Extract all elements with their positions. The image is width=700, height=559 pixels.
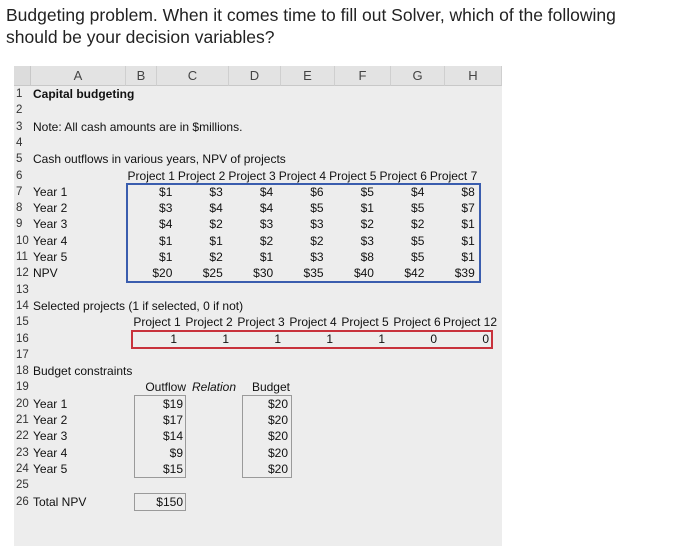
row-number[interactable]: 26	[16, 495, 29, 508]
outflow-value-cell[interactable]: $30	[253, 266, 274, 281]
outflow-value-cell[interactable]: $20	[152, 266, 173, 281]
outflow-value-cell[interactable]: $4	[209, 201, 223, 216]
row-number[interactable]: 9	[16, 218, 23, 231]
outflow-value-cell[interactable]: $5	[360, 184, 374, 199]
column-header-g[interactable]: G	[391, 66, 445, 86]
row-number[interactable]: 12	[16, 267, 29, 280]
outflow-value-cell[interactable]: $2	[259, 233, 274, 248]
column-header-d[interactable]: D	[229, 66, 281, 86]
outflow-value-cell[interactable]: $2	[209, 217, 223, 232]
sheet-title[interactable]: Capital budgeting	[33, 87, 135, 101]
outflow-value-cell[interactable]: $1	[461, 217, 475, 232]
outflow-value-cell[interactable]: $8	[360, 250, 374, 264]
outflow-value-cell[interactable]: $5	[411, 233, 425, 248]
decision-variable-cell[interactable]: 1	[222, 331, 229, 346]
selected-header[interactable]: Project 1	[133, 315, 181, 330]
outflow-value-cell[interactable]: $40	[353, 266, 374, 281]
row-number[interactable]: 17	[16, 348, 29, 361]
outflow-value-cell[interactable]: $1	[209, 233, 223, 248]
outflows-title[interactable]: Cash outflows in various years, NPV of projects	[33, 152, 286, 167]
row-number[interactable]: 2	[16, 104, 23, 117]
outflow-value-cell[interactable]: $3	[310, 250, 324, 264]
outflow-value-cell[interactable]: $2	[360, 217, 374, 232]
row-number[interactable]: 7	[16, 185, 23, 198]
select-all-corner[interactable]	[14, 66, 31, 86]
selected-header[interactable]: Project 5	[341, 315, 389, 330]
column-header-a[interactable]: A	[31, 66, 126, 86]
question-line-2: should be your decision variables?	[6, 27, 275, 47]
question-text	[6, 4, 696, 48]
outflow-value-cell[interactable]: $1	[461, 233, 475, 248]
row-number[interactable]: 10	[16, 234, 29, 247]
row-number[interactable]: 3	[16, 120, 23, 133]
row-number[interactable]: 1	[16, 88, 23, 100]
outflow-value-cell[interactable]: $35	[303, 266, 324, 281]
budget-outflow-cell[interactable]: $17	[162, 413, 183, 427]
outflow-row-label[interactable]: Year 3	[33, 217, 68, 232]
budget-outflow-cell[interactable]: $19	[162, 396, 183, 411]
outflow-value-cell[interactable]: $7	[461, 201, 475, 216]
selected-header[interactable]: Project 6	[393, 315, 441, 330]
selected-header[interactable]: Project 4	[289, 315, 337, 330]
decision-variable-cell[interactable]: 0	[482, 331, 489, 346]
project-header[interactable]: Project 1	[127, 168, 175, 183]
outflow-value-cell[interactable]: $3	[360, 233, 374, 248]
row-number[interactable]: 23	[16, 446, 29, 459]
question-line-1: Budgeting problem. When it comes time to fill out Solver, which of the following	[6, 5, 616, 25]
project-header[interactable]: Project 6	[379, 168, 427, 183]
budget-outflow-cell[interactable]: $9	[169, 445, 183, 460]
column-header-c[interactable]: C	[157, 66, 229, 86]
outflow-row-label[interactable]: Year 2	[33, 201, 68, 216]
outflow-row-label[interactable]: NPV	[33, 266, 58, 281]
decision-variable-cell[interactable]: 1	[378, 331, 385, 346]
outflow-row-label[interactable]: Year 4	[33, 233, 68, 248]
outflow-value-cell[interactable]: $5	[411, 201, 425, 216]
project-header[interactable]: Project 2	[177, 168, 226, 183]
row-number[interactable]: 14	[16, 299, 29, 312]
outflow-value-cell[interactable]: $4	[259, 201, 274, 216]
budget-header[interactable]: Budget	[251, 380, 290, 395]
outflow-header[interactable]: Outflow	[145, 380, 186, 395]
outflow-value-cell[interactable]: $4	[159, 217, 173, 232]
outflow-value-cell[interactable]: $25	[202, 266, 223, 281]
row-number[interactable]: 15	[16, 316, 29, 329]
outflow-value-cell[interactable]: $2	[411, 217, 425, 232]
relation-header[interactable]: Relation	[191, 380, 237, 395]
outflow-value-cell[interactable]: $1	[461, 250, 475, 264]
decision-variable-cell[interactable]: 0	[430, 331, 437, 346]
row-number[interactable]: 6	[16, 169, 23, 182]
row-number[interactable]: 19	[16, 381, 29, 394]
outflow-value-cell[interactable]: $42	[404, 266, 425, 281]
row-number[interactable]: 25	[16, 479, 29, 492]
outflow-value-cell[interactable]: $6	[310, 184, 324, 199]
budget-limit-cell[interactable]: $20	[267, 413, 288, 427]
row-number[interactable]: 13	[16, 283, 29, 296]
row-number[interactable]: 18	[16, 365, 29, 378]
row-number[interactable]: 22	[16, 430, 29, 443]
outflow-value-cell[interactable]: $8	[461, 184, 475, 199]
selected-header[interactable]: Project 12	[443, 315, 498, 330]
selected-title[interactable]: Selected projects (1 if selected, 0 if not)	[33, 298, 244, 313]
outflow-value-cell[interactable]: $2	[209, 250, 223, 264]
budget-row-label[interactable]: Year 2	[33, 413, 68, 427]
decision-variable-cell[interactable]: 1	[274, 331, 281, 346]
column-header-e[interactable]: E	[281, 66, 335, 86]
budget-row-label[interactable]: Year 3	[33, 429, 68, 444]
decision-variable-cell[interactable]: 1	[326, 331, 333, 346]
row-number[interactable]: 4	[16, 136, 23, 149]
row-number[interactable]: 21	[16, 414, 29, 426]
row-number[interactable]: 5	[16, 153, 23, 166]
outflow-value-cell[interactable]: $1	[259, 250, 274, 264]
project-header[interactable]: Project 5	[329, 168, 377, 183]
outflow-value-cell[interactable]: $3	[310, 217, 324, 232]
project-header[interactable]: Project 4	[278, 168, 327, 183]
row-number[interactable]: 20	[16, 397, 29, 410]
column-header-h[interactable]: H	[445, 66, 502, 86]
outflow-row-label[interactable]: Year 1	[33, 184, 68, 199]
outflow-value-cell[interactable]: $1	[159, 250, 173, 264]
budget-row-label[interactable]: Year 4	[33, 445, 68, 460]
column-header-b[interactable]: B	[126, 66, 157, 86]
budget-row-label[interactable]: Year 5	[33, 461, 68, 476]
column-header-f[interactable]: F	[335, 66, 391, 86]
outflow-row-label[interactable]: Year 5	[33, 250, 68, 264]
row-number[interactable]: 24	[16, 462, 29, 475]
budget-outflow-cell[interactable]: $15	[162, 461, 183, 476]
decision-variable-cell[interactable]: 1	[170, 331, 177, 346]
budget-outflow-cell[interactable]: $14	[162, 429, 183, 444]
row-number[interactable]: 11	[16, 251, 28, 263]
budget-title[interactable]: Budget constraints	[33, 364, 133, 379]
outflow-value-cell[interactable]: $4	[411, 184, 425, 199]
row-number[interactable]: 8	[16, 202, 23, 215]
outflow-value-cell[interactable]: $3	[259, 217, 274, 232]
budget-row-label[interactable]: Year 1	[33, 396, 68, 411]
project-header[interactable]: Project 3	[228, 168, 276, 183]
total-npv-cell[interactable]: $150	[156, 494, 183, 509]
outflow-value-cell[interactable]: $4	[259, 184, 274, 199]
outflow-value-cell[interactable]: $1	[159, 233, 173, 248]
project-header[interactable]: Project 7	[429, 168, 478, 183]
outflow-value-cell[interactable]: $1	[159, 184, 173, 199]
outflow-value-cell[interactable]: $5	[310, 201, 324, 216]
budget-limit-cell[interactable]: $20	[267, 445, 288, 460]
outflow-value-cell[interactable]: $2	[310, 233, 324, 248]
outflow-value-cell[interactable]: $3	[159, 201, 173, 216]
selected-header[interactable]: Project 2	[185, 315, 233, 330]
outflow-value-cell[interactable]: $3	[209, 184, 223, 199]
total-npv-label[interactable]: Total NPV	[33, 494, 87, 509]
budget-limit-cell[interactable]: $20	[267, 461, 288, 476]
spreadsheet	[14, 66, 502, 546]
note-cell[interactable]: Note: All cash amounts are in $millions.	[33, 119, 243, 134]
selected-header[interactable]: Project 3	[237, 315, 285, 330]
budget-limit-cell[interactable]: $20	[267, 429, 288, 444]
row-number[interactable]: 16	[16, 332, 29, 345]
outflow-value-cell[interactable]: $1	[360, 201, 374, 216]
outflow-value-cell[interactable]: $39	[454, 266, 475, 281]
budget-limit-cell[interactable]: $20	[267, 396, 288, 411]
outflow-value-cell[interactable]: $5	[411, 250, 425, 264]
